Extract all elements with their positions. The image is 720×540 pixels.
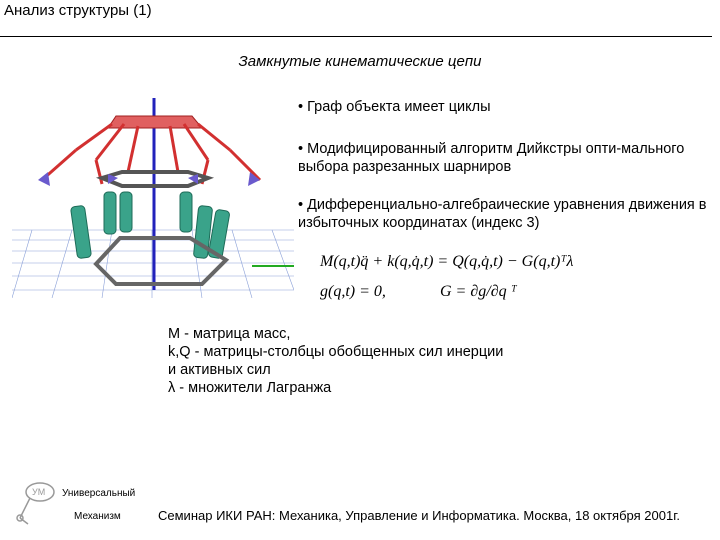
header-title: Анализ структуры (1)	[4, 2, 152, 19]
svg-text:УМ: УМ	[32, 487, 46, 497]
bullet-dae: • Дифференциально-алгебраические уравнения движения в избыточных координатах (индекс 3)	[298, 197, 707, 231]
equation-jacobian: G = ∂g/∂q ᵀ	[440, 283, 517, 300]
mechanism-figure	[12, 80, 294, 298]
legend-forces-cont: и активных сил	[168, 362, 271, 378]
logo-caption-line2: Механизм	[74, 511, 121, 522]
joint-markers	[38, 172, 260, 186]
slide-title: Замкнутые кинематические цепи	[238, 53, 482, 70]
logo-caption-line1: Универсальный	[62, 488, 136, 499]
header-divider	[0, 36, 712, 37]
equations	[310, 245, 610, 305]
bullet-graph-cycles: • Граф объекта имеет циклы	[298, 99, 491, 115]
legend-mass: M - матрица масс,	[168, 326, 291, 342]
legend-forces: k,Q - матрицы-столбцы обобщенных сил инерции	[168, 344, 504, 360]
legend-lagrange: λ - множители Лагранжа	[168, 380, 332, 396]
equation-constraint: g(q,t) = 0,	[320, 283, 386, 300]
red-links	[42, 124, 260, 184]
equation-motion: M(q,t)q̈ + k(q,q̇,t) = Q(q,q̇,t) − G(q,t)ᵀλ	[320, 253, 574, 270]
mechanism-logo	[10, 478, 60, 528]
footer-seminar: Семинар ИКИ РАН: Механика, Управление и Информатика. Москва, 18 октября 2001г.	[158, 508, 680, 523]
bullet-dijkstra: • Модифицированный алгоритм Дийкстры опти-мального выбора разрезанных шарниров	[298, 141, 685, 175]
